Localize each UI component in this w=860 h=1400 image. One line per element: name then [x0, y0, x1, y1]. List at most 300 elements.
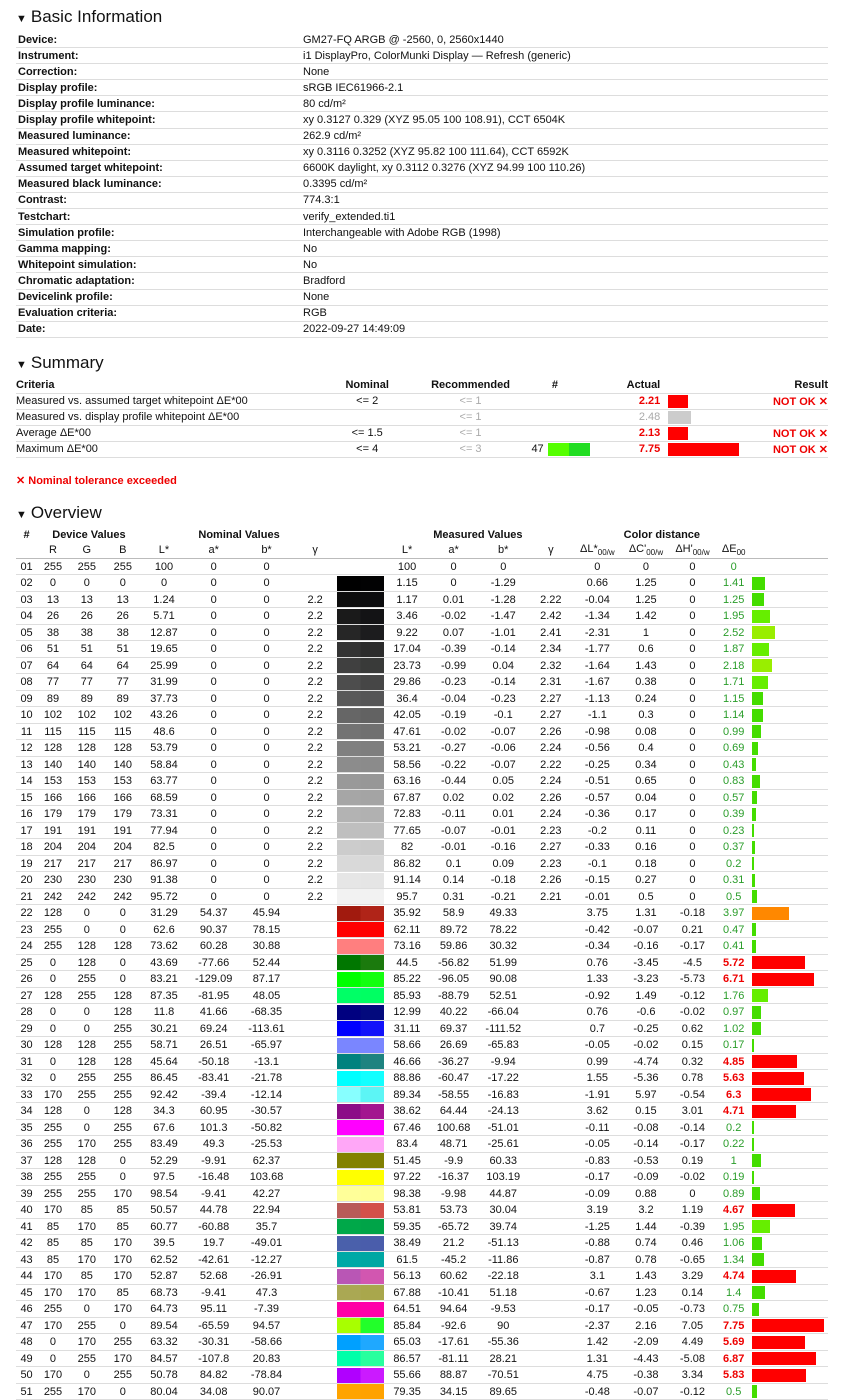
measured-cell: 95.7: [384, 888, 431, 905]
info-value: Interchangeable with Adobe RGB (1998): [301, 225, 828, 241]
nominal-cell: 0: [187, 773, 240, 790]
row-number: 15: [16, 789, 37, 806]
color-swatch: [337, 1317, 384, 1334]
overview-subheader: G: [69, 543, 105, 559]
overview-row: [16, 905, 828, 922]
nominal-cell: 170: [105, 1301, 141, 1318]
measured-cell: 0.17: [623, 806, 670, 823]
measured-cell: 59.35: [384, 1218, 431, 1235]
info-label: Date:: [16, 321, 301, 337]
nominal-cell: 170: [37, 1268, 69, 1285]
nominal-cell: 25.99: [141, 657, 188, 674]
measured-cell: -0.14: [477, 641, 530, 658]
delta-e-value: 0.47: [716, 921, 752, 938]
nominal-cell: -9.91: [187, 1152, 240, 1169]
color-swatch: [337, 971, 384, 988]
nominal-cell: -58.66: [240, 1334, 293, 1351]
info-row: [16, 289, 828, 305]
measured-cell: 4.49: [669, 1334, 716, 1351]
criteria-header: Criteria: [16, 378, 313, 394]
nominal-cell: [293, 1004, 337, 1021]
delta-e-bar: [752, 709, 763, 722]
nominal-cell: 60.95: [187, 1103, 240, 1120]
measured-cell: -51.01: [477, 1119, 530, 1136]
info-value: RGB: [301, 305, 828, 321]
info-label: Simulation profile:: [16, 225, 301, 241]
measured-cell: 63.16: [384, 773, 431, 790]
nominal-cell: 170: [37, 1367, 69, 1384]
nominal-cell: 73.62: [141, 938, 188, 955]
info-label: Devicelink profile:: [16, 289, 301, 305]
summary-num: [520, 393, 590, 409]
nominal-cell: 128: [69, 938, 105, 955]
nominal-cell: 255: [69, 1185, 105, 1202]
measured-cell: -0.6: [623, 1004, 670, 1021]
delta-e-bar: [752, 874, 755, 887]
measured-cell: [530, 938, 572, 955]
row-number: 09: [16, 690, 37, 707]
nominal-cell: 255: [105, 1334, 141, 1351]
nominal-cell: 38: [105, 624, 141, 641]
measured-cell: 58.66: [384, 1037, 431, 1054]
nominal-cell: 64: [69, 657, 105, 674]
summary-row: [16, 409, 828, 425]
summary-bar-cell: [660, 409, 739, 425]
measured-cell: 2.24: [530, 773, 572, 790]
measured-cell: 98.38: [384, 1185, 431, 1202]
nominal-cell: 0: [37, 971, 69, 988]
overview-row: [16, 954, 828, 971]
delta-e-bar-cell: [752, 624, 828, 641]
info-row: [16, 273, 828, 289]
measured-cell: -0.01: [477, 822, 530, 839]
nominal-cell: 19.7: [187, 1235, 240, 1252]
measured-cell: 89.34: [384, 1086, 431, 1103]
nominal-cell: -49.01: [240, 1235, 293, 1252]
delta-e-bar: [752, 659, 772, 672]
info-value: No: [301, 241, 828, 257]
summary-nominal: <= 4: [313, 441, 421, 457]
nominal-cell: 128: [37, 987, 69, 1004]
measured-cell: 0: [669, 1185, 716, 1202]
color-swatch: [337, 905, 384, 922]
measured-cell: -0.19: [430, 707, 477, 724]
nominal-cell: 43.26: [141, 707, 188, 724]
nominal-cell: 128: [37, 1152, 69, 1169]
color-swatch: [337, 921, 384, 938]
delta-e-bar-cell: [752, 1020, 828, 1037]
measured-cell: 2.22: [530, 591, 572, 608]
measured-cell: -0.2: [572, 822, 623, 839]
measured-cell: 0.08: [623, 723, 670, 740]
color-swatch: [337, 558, 384, 575]
measured-cell: 3.1: [572, 1268, 623, 1285]
measured-cell: -0.53: [623, 1152, 670, 1169]
row-number: 33: [16, 1086, 37, 1103]
nominal-cell: 255: [105, 1136, 141, 1153]
nominal-cell: 170: [37, 1086, 69, 1103]
delta-e-bar: [752, 989, 768, 1002]
nominal-cell: 0: [69, 575, 105, 592]
nominal-cell: [293, 905, 337, 922]
overview-subheader: R: [37, 543, 69, 559]
nominal-cell: [293, 1317, 337, 1334]
measured-cell: 0.24: [623, 690, 670, 707]
info-value: None: [301, 289, 828, 305]
measured-cell: 1.42: [572, 1334, 623, 1351]
measured-cell: -24.13: [477, 1103, 530, 1120]
color-distance-header: Color distance: [623, 529, 701, 542]
summary-actual: 7.75: [590, 441, 661, 457]
delta-e-value: 1.87: [716, 641, 752, 658]
measured-cell: -0.02: [430, 608, 477, 625]
nominal-cell: 51: [69, 641, 105, 658]
row-number: 45: [16, 1284, 37, 1301]
measured-cell: 17.04: [384, 641, 431, 658]
measured-cell: -111.52: [477, 1020, 530, 1037]
nominal-cell: 62.37: [240, 1152, 293, 1169]
measured-cell: 1: [623, 624, 670, 641]
color-swatch: [337, 1350, 384, 1367]
nominal-cell: 2.2: [293, 591, 337, 608]
info-row: [16, 225, 828, 241]
nominal-cell: 2.2: [293, 690, 337, 707]
nominal-cell: -16.48: [187, 1169, 240, 1186]
summary-recommended: <= 1: [421, 425, 520, 441]
row-number: 29: [16, 1020, 37, 1037]
row-number: 25: [16, 954, 37, 971]
overview-subheader: L*: [141, 543, 188, 559]
measured-cell: 0.4: [623, 740, 670, 757]
summary-heading[interactable]: [16, 352, 844, 378]
delta-e-bar-cell: [752, 773, 828, 790]
measured-cell: 49.33: [477, 905, 530, 922]
nominal-cell: 153: [69, 773, 105, 790]
delta-e-value: 1.15: [716, 690, 752, 707]
delta-e-bar-cell: [752, 756, 828, 773]
measured-cell: 2.21: [530, 888, 572, 905]
measured-cell: [530, 1235, 572, 1252]
nominal-cell: 0: [187, 839, 240, 856]
measured-cell: 0.6: [623, 641, 670, 658]
row-number: 44: [16, 1268, 37, 1285]
delta-e-bar-cell: [752, 806, 828, 823]
measured-cell: 0.38: [623, 674, 670, 691]
nominal-cell: 85: [37, 1218, 69, 1235]
measured-cell: -9.9: [430, 1152, 477, 1169]
nominal-cell: -12.27: [240, 1251, 293, 1268]
info-value: verify_extended.ti1: [301, 209, 828, 225]
measured-cell: [530, 1268, 572, 1285]
measured-cell: -0.48: [572, 1383, 623, 1400]
measured-cell: 2.16: [623, 1317, 670, 1334]
measured-cell: -1.1: [572, 707, 623, 724]
color-swatch: [337, 1284, 384, 1301]
measured-cell: -0.11: [430, 806, 477, 823]
nominal-cell: -42.61: [187, 1251, 240, 1268]
nominal-cell: [293, 1202, 337, 1219]
nominal-cell: 2.2: [293, 855, 337, 872]
nominal-cell: 83.21: [141, 971, 188, 988]
measured-cell: 0: [669, 872, 716, 889]
info-label: Measured whitepoint:: [16, 144, 301, 160]
delta-e-bar: [752, 676, 768, 689]
info-label: Correction:: [16, 64, 301, 80]
nominal-cell: 89: [105, 690, 141, 707]
summary-criteria: Measured vs. assumed target whitepoint ΔE*00: [16, 393, 313, 409]
row-number: 27: [16, 987, 37, 1004]
nominal-cell: 77: [69, 674, 105, 691]
nominal-cell: 170: [69, 1284, 105, 1301]
row-number: 48: [16, 1334, 37, 1351]
nominal-cell: 0: [69, 1103, 105, 1120]
overview-row: [16, 1136, 828, 1153]
measured-cell: -0.92: [572, 987, 623, 1004]
delta-e-bar-cell: [752, 641, 828, 658]
delta-e-bar-cell: [752, 1350, 828, 1367]
summary-row: [16, 441, 828, 457]
delta-e-bar: [752, 1253, 764, 1266]
row-number: 43: [16, 1251, 37, 1268]
nominal-cell: 128: [105, 938, 141, 955]
nominal-cell: 115: [105, 723, 141, 740]
overview-row: [16, 608, 828, 625]
measured-cell: -0.39: [669, 1218, 716, 1235]
nominal-cell: 0: [187, 740, 240, 757]
measured-cell: -1.34: [572, 608, 623, 625]
measured-cell: -0.07: [430, 822, 477, 839]
nominal-cell: 31.29: [141, 905, 188, 922]
measured-cell: -96.05: [430, 971, 477, 988]
measured-cell: 67.46: [384, 1119, 431, 1136]
nominal-cell: 0: [187, 872, 240, 889]
row-number: 03: [16, 591, 37, 608]
measured-cell: 0.66: [572, 575, 623, 592]
measured-cell: -0.04: [430, 690, 477, 707]
delta-e-bar: [752, 940, 756, 953]
nominal-cell: 170: [105, 1350, 141, 1367]
row-number: 47: [16, 1317, 37, 1334]
overview-heading[interactable]: [16, 502, 844, 528]
color-swatch: [337, 723, 384, 740]
nominal-cell: 255: [37, 558, 69, 575]
nominal-cell: [293, 1020, 337, 1037]
measured-cell: [530, 1136, 572, 1153]
measured-cell: 1.31: [623, 905, 670, 922]
color-swatch: [337, 608, 384, 625]
measured-cell: 0.11: [623, 822, 670, 839]
summary-bar-cell: [660, 393, 739, 409]
delta-e-value: 1.02: [716, 1020, 752, 1037]
measured-cell: 2.31: [530, 674, 572, 691]
nominal-cell: 0: [240, 624, 293, 641]
delta-e-bar: [752, 1138, 754, 1151]
nominal-cell: 63.32: [141, 1334, 188, 1351]
measured-cell: 0.02: [477, 789, 530, 806]
measured-cell: 0: [669, 888, 716, 905]
measured-cell: [530, 1020, 572, 1037]
overview-row: [16, 1218, 828, 1235]
delta-e-bar: [752, 1088, 811, 1101]
summary-table: [16, 378, 828, 458]
summary-bar-cell: [660, 425, 739, 441]
nominal-cell: 47.3: [240, 1284, 293, 1301]
nominal-cell: 255: [37, 938, 69, 955]
color-swatch: [337, 707, 384, 724]
nominal-cell: [293, 938, 337, 955]
nominal-cell: 166: [69, 789, 105, 806]
measured-cell: 86.57: [384, 1350, 431, 1367]
delta-e-bar: [752, 1072, 804, 1085]
measured-cell: 0: [669, 707, 716, 724]
nominal-cell: 34.3: [141, 1103, 188, 1120]
nominal-cell: 0: [69, 1367, 105, 1384]
measured-cell: -0.01: [430, 839, 477, 856]
color-swatch: [337, 740, 384, 757]
nominal-cell: [293, 1235, 337, 1252]
info-label: Whitepoint simulation:: [16, 257, 301, 273]
measured-cell: 7.05: [669, 1317, 716, 1334]
measured-cell: 0: [669, 740, 716, 757]
basic-info-heading[interactable]: [16, 6, 844, 32]
delta-e-bar-cell: [752, 674, 828, 691]
measured-cell: -22.18: [477, 1268, 530, 1285]
measured-cell: 2.22: [530, 756, 572, 773]
measured-cell: -2.37: [572, 1317, 623, 1334]
measured-cell: -17.61: [430, 1334, 477, 1351]
nominal-cell: 85: [37, 1235, 69, 1252]
measured-cell: -5.08: [669, 1350, 716, 1367]
delta-e-value: 3.97: [716, 905, 752, 922]
delta-e-value: 0.69: [716, 740, 752, 757]
measured-cell: 0: [669, 608, 716, 625]
collapse-triangle-icon: ▼: [16, 13, 27, 25]
measured-cell: -0.14: [477, 674, 530, 691]
measured-cell: -2.09: [623, 1334, 670, 1351]
summary-nominal: <= 1.5: [313, 425, 421, 441]
nominal-cell: 85: [105, 1218, 141, 1235]
delta-e-value: 0: [716, 558, 752, 575]
nominal-cell: [293, 987, 337, 1004]
delta-e-bar: [752, 841, 755, 854]
color-swatch: [337, 1020, 384, 1037]
measured-cell: -0.17: [669, 1136, 716, 1153]
measured-cell: 12.99: [384, 1004, 431, 1021]
info-value: i1 DisplayPro, ColorMunki Display — Refresh (generic): [301, 48, 828, 64]
measured-cell: 2.27: [530, 839, 572, 856]
nominal-cell: 64.73: [141, 1301, 188, 1318]
color-swatch: [337, 1136, 384, 1153]
measured-cell: 65.03: [384, 1334, 431, 1351]
row-number: 21: [16, 888, 37, 905]
measured-cell: -0.17: [669, 938, 716, 955]
nominal-cell: 242: [69, 888, 105, 905]
nominal-cell: 217: [69, 855, 105, 872]
color-swatch: [337, 1367, 384, 1384]
measured-cell: 1.31: [572, 1350, 623, 1367]
delta-e-bar-cell: [752, 888, 828, 905]
measured-cell: 83.4: [384, 1136, 431, 1153]
delta-e-bar: [752, 626, 775, 639]
nominal-cell: [293, 1103, 337, 1120]
measured-cell: -0.02: [430, 723, 477, 740]
delta-e-bar: [752, 956, 805, 969]
nominal-cell: -68.35: [240, 1004, 293, 1021]
nominal-cell: 0: [240, 641, 293, 658]
measured-cell: 53.73: [430, 1202, 477, 1219]
nominal-cell: 128: [105, 1053, 141, 1070]
delta-e-bar-cell: [752, 1152, 828, 1169]
nominal-cell: 69.24: [187, 1020, 240, 1037]
nominal-cell: 2.2: [293, 674, 337, 691]
info-row: [16, 241, 828, 257]
measured-cell: -60.47: [430, 1070, 477, 1087]
nominal-cell: -39.4: [187, 1086, 240, 1103]
nominal-cell: 89.54: [141, 1317, 188, 1334]
nominal-cell: 255: [105, 558, 141, 575]
info-label: Display profile luminance:: [16, 96, 301, 112]
color-swatch: [337, 690, 384, 707]
summary-bar-cell: [660, 441, 739, 457]
nominal-cell: 84.82: [187, 1367, 240, 1384]
measured-cell: 0.65: [623, 773, 670, 790]
overview-row: [16, 641, 828, 658]
summary-actual: 2.13: [590, 425, 661, 441]
measured-cell: 0: [669, 591, 716, 608]
measured-cell: 88.87: [430, 1367, 477, 1384]
measured-cell: 44.5: [384, 954, 431, 971]
delta-e-value: 1.06: [716, 1235, 752, 1252]
nominal-cell: -113.61: [240, 1020, 293, 1037]
info-row: [16, 128, 828, 144]
delta-e-bar-cell: [752, 591, 828, 608]
measured-cell: 3.01: [669, 1103, 716, 1120]
measured-cell: -4.74: [623, 1053, 670, 1070]
nominal-cell: 0: [240, 591, 293, 608]
delta-e-bar: [752, 758, 756, 771]
nominal-cell: 166: [105, 789, 141, 806]
measured-cell: 85.84: [384, 1317, 431, 1334]
delta-e-bar-cell: [752, 1185, 828, 1202]
nominal-cell: 2.2: [293, 608, 337, 625]
nominal-cell: 255: [37, 1119, 69, 1136]
nominal-cell: -60.88: [187, 1218, 240, 1235]
nominal-cell: 115: [37, 723, 69, 740]
collapse-triangle-icon: ▼: [16, 508, 27, 521]
color-swatch: [337, 1301, 384, 1318]
info-label: Measured black luminance:: [16, 176, 301, 192]
summary-bar: [668, 411, 691, 424]
measured-cell: 0.15: [669, 1037, 716, 1054]
nominal-cell: 45.64: [141, 1053, 188, 1070]
measured-cell: 23.73: [384, 657, 431, 674]
overview-row: [16, 1053, 828, 1070]
delta-e-bar: [752, 923, 756, 936]
overview-row: [16, 921, 828, 938]
measured-cell: 2.27: [530, 707, 572, 724]
nominal-cell: 191: [105, 822, 141, 839]
overview-title: Overview: [30, 502, 102, 522]
delta-e-bar: [752, 791, 757, 804]
row-number: 08: [16, 674, 37, 691]
delta-e-bar: [752, 1055, 797, 1068]
measured-cell: -0.16: [477, 839, 530, 856]
summary-bar: [668, 427, 688, 440]
delta-e-value: 2.18: [716, 657, 752, 674]
delta-e-value: 4.67: [716, 1202, 752, 1219]
overview-subheader: γ: [293, 543, 337, 559]
delta-e-value: 4.74: [716, 1268, 752, 1285]
